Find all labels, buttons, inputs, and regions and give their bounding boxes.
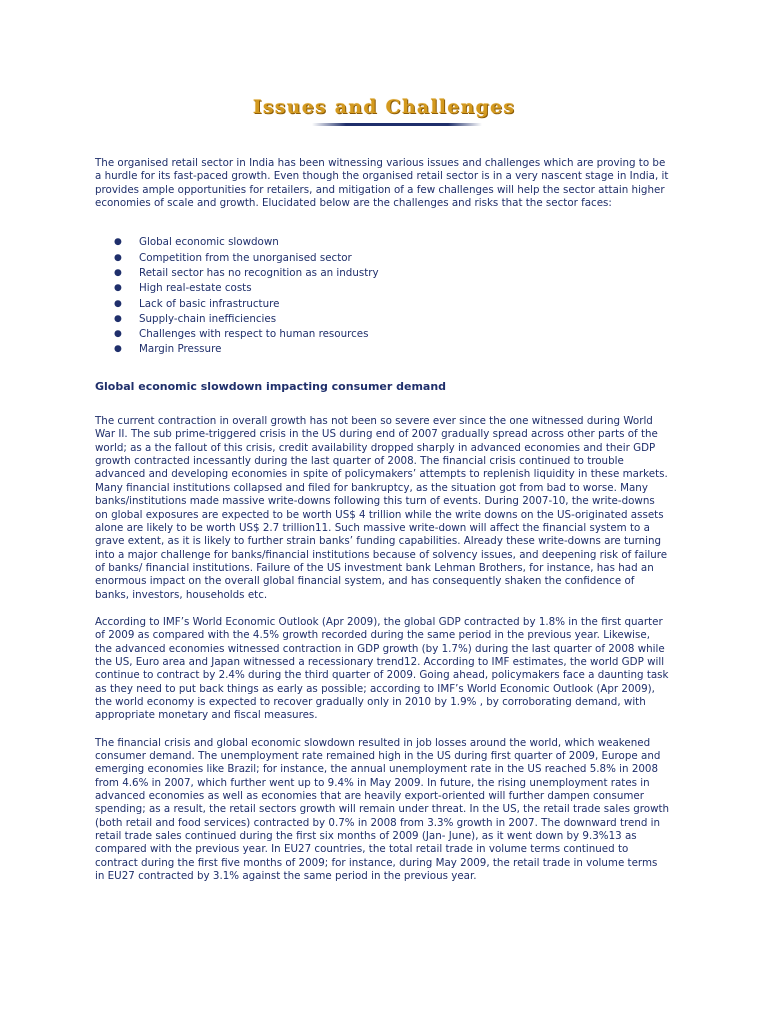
list-item — [95, 266, 670, 281]
body-paragraph: According to IMF’s World Economic Outlook (Apr 2009), the global GDP contracted by 1.8% in the first quarter of 2009 as compared with the 4.5% growth recorded during the same period in the previous year. Likewise, the advanced economies witnessed contraction in GDP growth (by 1.7%) during the last quarter of 2008 while the US, Euro area and Japan witnessed a recessionary trend12. According to IMF estimates, the world GDP will continue to contract by 2.4% during the third quarter of 2009. Going ahead, policymakers face a daunting task as they need to put back things as early as possible; according to IMF’s World Economic Outlook (Apr 2009), the world economy is expected to recover gradually only in 2010 by 1.9% , by corroborating demand, with appropriate monetary and fiscal measures. — [95, 615, 669, 722]
body-paragraph: The financial crisis and global economic slowdown resulted in job losses around the world, which weakened consumer demand. The unemployment rate remained high in the US during first quarter of 2009, Europe and emerging economies like Brazil; for instance, the annual unemployment rate in the US reached 5.8% in 2008 from 4.6% in 2007, which further went up to 9.4% in May 2009. In future, the rising unemployment rates in advanced economies as well as economies that are heavily export-oriented will further dampen consumer spending; as a result, the retail sectors growth will remain under threat. In the US, the retail trade sales growth (both retail and food services) contracted by 0.7% in 2008 from 3.3% growth in 2007. The downward trend in retail trade sales continued during the first six months of 2009 (Jan- June), as it went down by 9.3%13 as compared with the previous year. In EU27 countries, the total retail trade in volume terms continued to contract during the first five months of 2009; for instance, during May 2009, the retail trade in volume terms in EU27 contracted by 3.1% against the same period in the previous year. — [95, 736, 670, 883]
list-item-text: Supply-chain inefficiencies — [139, 312, 277, 325]
list-item — [95, 327, 670, 342]
list-item — [95, 235, 670, 250]
list-item-text: Margin Pressure — [139, 343, 222, 356]
list-item — [95, 312, 670, 327]
list-item-text: Retail sector has no recognition as an industry — [139, 266, 379, 279]
bullet-icon: ● — [114, 267, 122, 278]
bullet-icon: ● — [114, 283, 122, 294]
bullet-icon: ● — [114, 329, 122, 340]
bullet-icon: ● — [114, 344, 122, 355]
list-item-text: Competition from the unorganised sector — [139, 251, 352, 264]
list-item-text: Challenges with respect to human resources — [139, 328, 369, 341]
bullet-icon: ● — [114, 252, 122, 263]
intro-paragraph: The organised retail sector in India has been witnessing various issues and challenges which are proving to be a hurdle for its fast-paced growth. Even though the organised retail sector is in a very nascent stage in India, it provides ample opportunities for retailers, and mitigation of a few challenges will help the sector attain higher economies of scale and growth. Elucidated below are the challenges and risks that the sector faces: — [95, 157, 669, 210]
section-heading: Global economic slowdown impacting consumer demand — [95, 379, 447, 393]
body-paragraph: The current contraction in overall growth has not been so severe ever since the one witnessed during World War II. The sub prime-triggered crisis in the US during end of 2007 gradually spread across other parts of the world; as a the fallout of this crisis, credit availability dropped sharply in advanced economies and their GDP growth contracted incessantly during the last quarter of 2008. The financial crisis continued to trouble advanced and developing economies in spite of policymakers’ attempts to replenish liquidity in these markets. Many financial institutions collapsed and filed for bankruptcy, as the situation got from bad to worse. Many banks/institutions made massive write-downs following this turn of events. During 2007-10, the write-downs on global exposures are expected to be worth US$ 4 trillion while the write downs on the US-originated assets alone are likely to be worth US$ 2.7 trillion11. Such massive write-down will affect the financial system to a grave extent, as it is likely to further strain banks’ funding capabilities. Already these write-downs are turning into a major challenge for banks/financial institutions because of solvency issues, and deepening risk of failure of banks/ financial institutions. Failure of the US investment bank Lehman Brothers, for instance, has had an enormous impact on the overall global financial system, and has consequently shaken the confidence of banks, investors, households etc. — [95, 415, 668, 601]
list-item-text: Global economic slowdown — [139, 236, 279, 249]
list-item — [95, 281, 670, 296]
list-item-text: High real-estate costs — [139, 282, 252, 295]
list-item — [95, 342, 670, 357]
bullet-icon: ● — [114, 313, 122, 324]
challenges-list — [95, 235, 670, 357]
title-container — [0, 96, 768, 118]
document-body — [95, 157, 670, 897]
list-item — [95, 297, 670, 312]
list-item — [95, 251, 670, 266]
list-item-text: Lack of basic infrastructure — [139, 297, 280, 310]
page-title: Issues and Challenges — [252, 96, 516, 118]
bullet-icon: ● — [114, 298, 122, 309]
bullet-icon: ● — [114, 237, 122, 248]
title-underline — [312, 123, 482, 126]
